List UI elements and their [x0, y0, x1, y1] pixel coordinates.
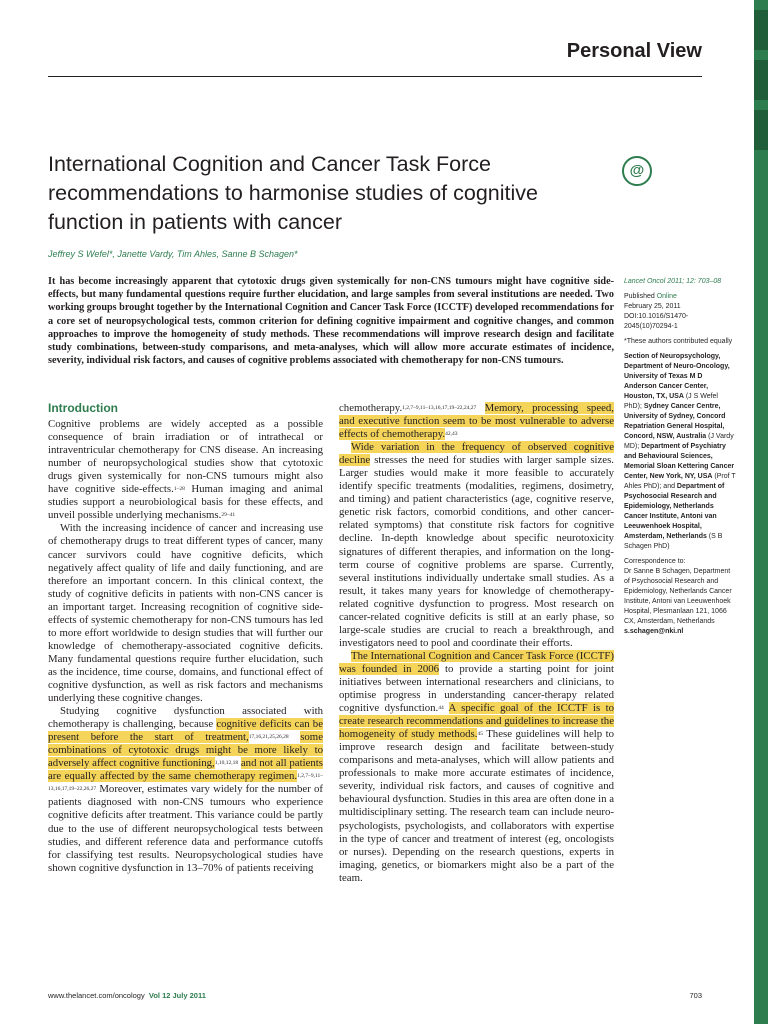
tab-block [754, 10, 768, 50]
reference[interactable]: 1,10,12,18 [214, 760, 239, 767]
highlighted-text: The International Cognition and Cancer Task Force (ICCTF) was founded in 2006 [339, 649, 614, 675]
reference[interactable]: 1,2,7–9,11–13,16,17,19–22,26,27 [48, 773, 323, 793]
column-left [48, 402, 323, 875]
paragraph [339, 650, 614, 885]
sidebar [624, 277, 736, 642]
issue: Vol 12 July 2011 [148, 991, 206, 1000]
highlighted-text: some combinations of cytotoxic drugs might be more likely to adversely affect cognitive functioning, [48, 731, 323, 770]
tab-block [754, 110, 768, 150]
affiliation: Section of Neuropsychology, Department of Neuro-Oncology, University of Texas M D Anderson Cancer Center, Houston, TX, USA [624, 353, 730, 400]
affiliation: Sydney Cancer Centre, University of Sydney, Concord Repatriation General Hospital, Concord, NSW, Australia [624, 403, 726, 440]
footer-left [48, 991, 206, 1000]
open-access-icon[interactable]: @ [622, 156, 652, 186]
text: chemotherapy. [339, 402, 403, 414]
reference[interactable]: 44 [438, 705, 444, 712]
text: (S B Schagen PhD) [624, 533, 723, 550]
paragraph [48, 418, 323, 522]
text: Correspondence to: [624, 558, 686, 565]
highlighted-text: and not all patients are equally affected by the same chemotherapy regimen. [48, 757, 323, 783]
publication-info [624, 292, 736, 332]
section-heading-introduction: Introduction [48, 401, 118, 415]
online-link[interactable]: Online [656, 293, 677, 300]
page-number: 703 [689, 991, 702, 1000]
reference[interactable]: 1,2,7–9,11–13,16,17,19–22,24,27 [402, 405, 477, 411]
reference[interactable]: 42,43 [445, 431, 458, 438]
header-rule [48, 76, 702, 77]
paragraph [339, 402, 614, 441]
email-link[interactable]: s.schagen@nki.nl [624, 628, 684, 635]
highlighted-text: cognitive deficits can be present before the start of treatment, [48, 718, 324, 744]
text: Studying cognitive dysfunction associated with chemotherapy is challenging, because [48, 705, 323, 731]
reference[interactable]: 17,16,21,25,26,28 [248, 734, 289, 741]
text: Published [624, 293, 657, 300]
text: stresses the need for studies with larger sample sizes. Larger studies would make it more feasible to accurately identify specific treatments (modalities, regimens, dosimetry, and timing) and patient characteristics (age, cognitive reserve, genetic risk factors, comorbid conditions, and other cancer-related symptoms) that constitute risk factors for cognitive decline. In-depth knowledge about specific neurotoxicity signatures of different therapies, and information on the long-term course of cognitive problems are sparse. Currently, several institutions individually undertake small studies. As a result, it takes many years for knowledge of chemotherapy-related cognitive dysfunction to progress. Most research on cancer-related cognitive deficits is still at an early phase, so large-scale studies are crucial to reach a breakthrough, and investigators need to pool and coordinate their efforts. [339, 454, 614, 649]
published-date: February 25, 2011 [624, 303, 681, 310]
tab-block [754, 60, 768, 100]
paragraph: With the increasing incidence of cancer and increasing use of chemotherapy drugs to treat different types of cancer, many cancer survivors could have cognitive deficits, which negatively affect quality of life and daily functioning, and are therefore an important concern. In this clinical context, the study of cognitive deficits in patients with non-CNS cancer is an important target. Increasing recognition of cognitive side-effects of systemic chemotherapy for non-CNS tumours has led to more effort worldwide to design studies that will further our knowledge of chemotherapy-associated cognitive deficits. Many fundamental questions require further elucidation, such as the incidence, time course, domains, and functional effect of cognitive dysfunction, as well as risk factors and mechanisms underlying these cognitive changes. [48, 522, 323, 705]
reference[interactable]: 45 [477, 731, 483, 738]
highlighted-text: A specific goal of the ICCTF is to create research recommendations and guidelines to increase the homogeneity of study methods. [339, 702, 614, 741]
article-title: International Cognition and Cancer Task Force recommendations to harmonise studies of cognitive function in patients with cancer [48, 152, 538, 234]
text: Dr Sanne B Schagen, Department of Psychosocial Research and Epidemiology, Netherlands Cancer Institute, Antoni van Leeuwenhoek Hospital, Plesmanlaan 121, 1066 CX, Amsterdam, Netherlands [624, 568, 732, 625]
reference[interactable]: 1–28 [173, 486, 185, 493]
abstract: It has become increasingly apparent that cytotoxic drugs given systemically for non-CNS tumours might have cognitive side-effects, but many fundamental questions require further elucidation, and large samples from several institutions are needed. Two working groups brought together by the International Cognition and Cancer Task Force (ICCTF) developed recommendations for a core set of neuropsychological tests, common criterion for defining cognitive impairment and cognitive changes, and common approaches to improve the homogeneity of study methods. These recommendations will improve research design and facilitate study combinations, between-study comparisons, and meta-analyses, which will allow more accurate estimates of incidence, severity, individual risk factors, and causes of cognitive problems associated with chemotherapy for non-CNS tumours. [48, 276, 614, 367]
affiliation: Department of Psychosocial Research and Epidemiology, Netherlands Cancer Institute, Antoni van Leeuwenhoek Hospital, Amsterdam, Netherlands [624, 483, 725, 540]
text: to provide a starting point for joint initiatives between international researchers and clinicians, to optimise progress in understanding cancer-therapy related cognitive dysfunction. [339, 662, 614, 715]
correspondence [624, 557, 736, 637]
site-link[interactable]: www.thelancet.com/oncology [48, 991, 145, 1000]
affiliations [624, 352, 736, 552]
affiliation: Department of Psychiatry and Behavioural Sciences, Memorial Sloan Kettering Cancer Center, New York, NY, USA [624, 443, 735, 480]
citation: Lancet Oncol 2011; 12: 703–08 [624, 278, 722, 285]
text: Cognitive problems are widely accepted as a possible consequence of brain irradiation or of intrathecal or intraventricular chemotherapy for CNS disease. An increasing number of neuropsychological studies show that cytotoxic drugs given systemically for non-CNS tumours might also have cognitive side-effects. [48, 418, 323, 496]
author-list: Jeffrey S Wefel*, Janette Vardy, Tim Ahles, Sanne B Schagen* [48, 249, 298, 259]
doi[interactable]: DOI:10.1016/S1470-2045(10)70294-1 [624, 313, 689, 330]
reference[interactable]: 29–41 [221, 512, 236, 519]
text: Moreover, estimates vary widely for the number of patients diagnosed with non-CNS tumours who experience cognitive deficits after treatment. This variance could be partly due to the use of different neuropsychological tests between studies, and different reference data and performance cutoffs for classifying test results. Neuropsychological studies have shown cognitive dysfunction in 13–70% of patients receiving [48, 783, 323, 874]
highlighted-text: Memory, processing speed, and executive function seem to be most vulnerable to adverse effects of chemotherapy. [339, 402, 614, 441]
text: and [663, 483, 677, 490]
paragraph [48, 705, 323, 875]
column-middle [339, 402, 614, 885]
text: These guidelines will help to improve research design and facilitate between-study comparisons and meta-analyses, which will allow patients and professionals to make more accurate estimates of incidence, severity, individual risk factors, and causes of cognitive and behavioural dysfunction. Studies in this area are often done in a multidisciplinary setting. The research team can include neuro-psychologists, psychologists, and collaborators with expertise in the type of cancer and treatment of interest (eg, oncologists or nurses). Depending on the research questions, experts in imaging, genetics, or biomarkers might also be a part of the team. [339, 728, 614, 884]
highlighted-text: Wide variation in the frequency of observed cognitive decline [339, 441, 614, 467]
section-label: Personal View [566, 40, 702, 62]
paragraph [339, 441, 614, 650]
journal-color-tab [754, 0, 768, 1024]
text: (Prof T Ahles PhD); [624, 473, 736, 490]
text: (J S Wefel PhD); [624, 393, 718, 410]
equal-contribution-note: *These authors contributed equally [624, 338, 733, 345]
text: Human imaging and animal studies support a neurobiological basis for these effects, and unveil possible underlying mechanisms. [48, 483, 324, 522]
text: (J Vardy MD); [624, 433, 734, 450]
